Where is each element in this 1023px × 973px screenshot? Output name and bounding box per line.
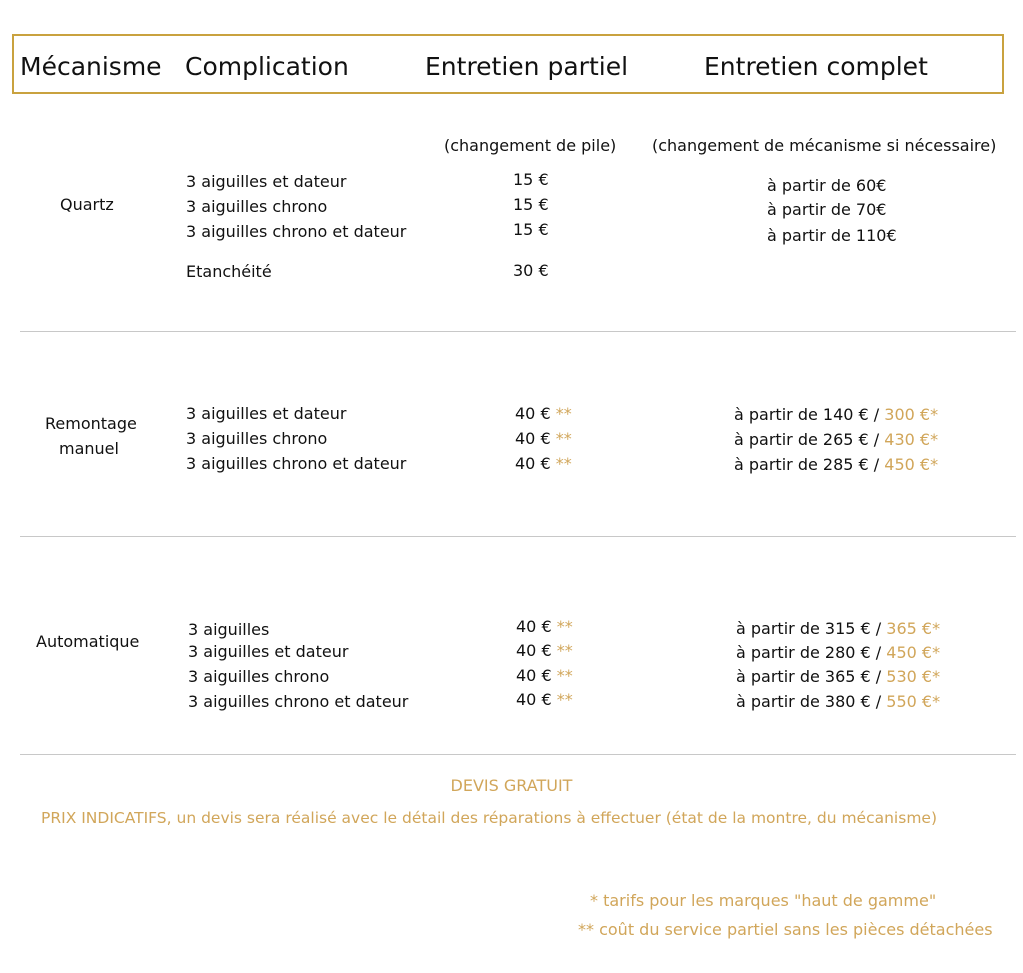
prix-indicatifs: PRIX INDICATIFS, un devis sera réalisé avec le détail des réparations à effectuer (état de la montre, du mécanisme): [41, 809, 937, 827]
mecanisme-manuel-line2: manuel: [59, 439, 119, 458]
auto-complication-3: 3 aiguilles chrono: [188, 667, 330, 686]
note-haut-de-gamme: * tarifs pour les marques "haut de gamme": [590, 891, 937, 910]
quartz-partiel-2: 15 €: [513, 195, 549, 214]
double-asterisk-mark: **: [556, 641, 573, 660]
quartz-partiel-3: 15 €: [513, 220, 549, 239]
auto-partiel-2: 40 € **: [516, 641, 573, 660]
quartz-complication-2: 3 aiguilles chrono: [186, 197, 328, 216]
divider-3: [20, 754, 1016, 755]
double-asterisk-mark: **: [555, 454, 572, 473]
header-entretien-partiel: Entretien partiel: [425, 52, 629, 81]
haut-de-gamme-price: 530 €*: [886, 667, 941, 686]
auto-partiel-3: 40 € **: [516, 666, 573, 685]
double-asterisk-mark: **: [556, 617, 573, 636]
quartz-complication-etancheite: Etanchéité: [186, 262, 272, 281]
manuel-complication-1: 3 aiguilles et dateur: [186, 404, 347, 423]
double-asterisk-mark: **: [556, 690, 573, 709]
auto-partiel-1: 40 € **: [516, 617, 573, 636]
devis-gratuit: DEVIS GRATUIT: [450, 776, 573, 795]
quartz-complication-3: 3 aiguilles chrono et dateur: [186, 222, 407, 241]
subheader-partiel: (changement de pile): [444, 136, 617, 155]
auto-complet-3: à partir de 365 € / 530 €*: [736, 667, 941, 686]
manuel-partiel-3: 40 € **: [515, 454, 572, 473]
header-complication: Complication: [185, 52, 349, 81]
mecanisme-quartz: Quartz: [60, 195, 114, 214]
auto-partiel-4: 40 € **: [516, 690, 573, 709]
auto-complication-1: 3 aiguilles: [188, 620, 270, 639]
double-asterisk-mark: **: [555, 429, 572, 448]
note-service-partiel: ** coût du service partiel sans les pièces détachées: [578, 920, 993, 939]
haut-de-gamme-price: 300 €*: [884, 405, 939, 424]
double-asterisk-mark: **: [556, 666, 573, 685]
subheader-complet: (changement de mécanisme si nécessaire): [652, 136, 997, 155]
manuel-complet-3: à partir de 285 € / 450 €*: [734, 455, 939, 474]
header-mecanisme: Mécanisme: [20, 52, 162, 81]
double-asterisk-mark: **: [555, 404, 572, 423]
quartz-partiel-1: 15 €: [513, 170, 549, 189]
divider-2: [20, 536, 1016, 537]
divider-1: [20, 331, 1016, 332]
manuel-complication-2: 3 aiguilles chrono: [186, 429, 328, 448]
quartz-complication-1: 3 aiguilles et dateur: [186, 172, 347, 191]
auto-complication-2: 3 aiguilles et dateur: [188, 642, 349, 661]
quartz-complet-1: à partir de 60€: [767, 176, 887, 195]
haut-de-gamme-price: 430 €*: [884, 430, 939, 449]
haut-de-gamme-price: 365 €*: [886, 619, 941, 638]
manuel-complication-3: 3 aiguilles chrono et dateur: [186, 454, 407, 473]
quartz-complet-2: à partir de 70€: [767, 200, 887, 219]
quartz-partiel-etancheite: 30 €: [513, 261, 549, 280]
haut-de-gamme-price: 550 €*: [886, 692, 941, 711]
quartz-complet-3: à partir de 110€: [767, 226, 897, 245]
auto-complication-4: 3 aiguilles chrono et dateur: [188, 692, 409, 711]
auto-complet-4: à partir de 380 € / 550 €*: [736, 692, 941, 711]
auto-complet-1: à partir de 315 € / 365 €*: [736, 619, 941, 638]
mecanisme-manuel-line1: Remontage: [45, 414, 137, 433]
auto-complet-2: à partir de 280 € / 450 €*: [736, 643, 941, 662]
manuel-partiel-2: 40 € **: [515, 429, 572, 448]
mecanisme-automatique: Automatique: [36, 632, 140, 651]
haut-de-gamme-price: 450 €*: [884, 455, 939, 474]
header-entretien-complet: Entretien complet: [704, 52, 928, 81]
manuel-complet-2: à partir de 265 € / 430 €*: [734, 430, 939, 449]
haut-de-gamme-price: 450 €*: [886, 643, 941, 662]
manuel-complet-1: à partir de 140 € / 300 €*: [734, 405, 939, 424]
manuel-partiel-1: 40 € **: [515, 404, 572, 423]
